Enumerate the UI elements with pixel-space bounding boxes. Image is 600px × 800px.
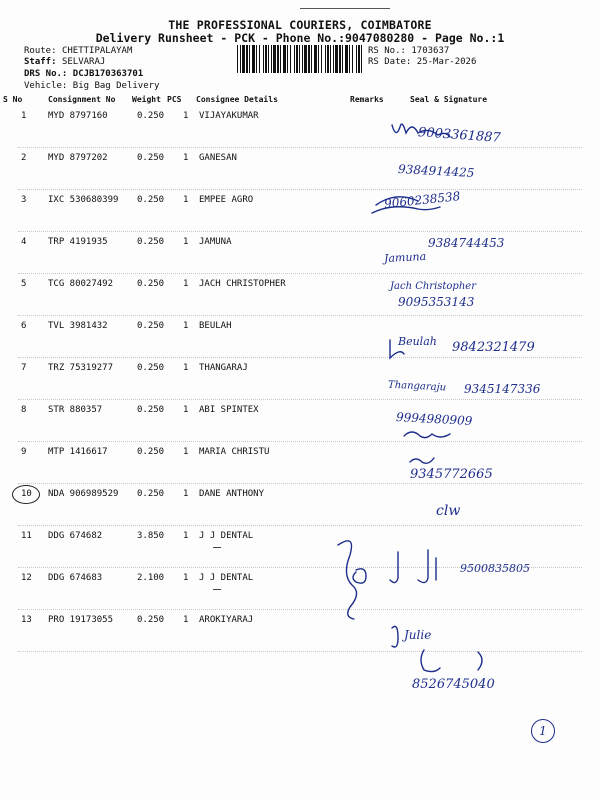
hw-name-4: Jamuna: [383, 249, 427, 266]
page-number-circle: 1: [531, 719, 555, 743]
staff-line: [24, 57, 105, 68]
rs-date-label: RS Date:: [368, 57, 412, 67]
row-consignment: MYD 8797160: [48, 111, 108, 121]
hw-phone-5: 9095353143: [398, 295, 475, 309]
row-sno: 8: [21, 405, 27, 415]
hw-phone-4: 9384744453: [428, 236, 505, 250]
row-consignee: MARIA CHRISTU: [199, 447, 270, 457]
row-weight: 0.250: [137, 153, 165, 163]
vehicle-line: [24, 81, 159, 92]
row-weight: 0.250: [137, 447, 165, 457]
row-pcs: 1: [183, 489, 189, 499]
row-10-circle-mark: [12, 485, 40, 504]
row-consignee: VIJAYAKUMAR: [199, 111, 259, 121]
drs-line: [24, 69, 143, 80]
row-weight: 0.250: [137, 237, 165, 247]
row-consignment: TRP 4191935: [48, 237, 108, 247]
table-row: [0, 442, 600, 484]
hw-phone-6: 9842321479: [452, 340, 535, 355]
hw-name-5: Jach Christopher: [390, 281, 476, 292]
row-consignee: ABI SPINTEX: [199, 405, 259, 415]
row-sno: 12: [21, 573, 32, 583]
col-consignment: Consignment No: [48, 95, 116, 104]
row-pcs: 1: [183, 615, 189, 625]
rs-no-value: 1703637: [411, 46, 450, 56]
row-consignment: TCG 80027492: [48, 279, 114, 289]
row-consignment: NDA 906989529: [48, 489, 119, 499]
row-weight: 0.250: [137, 279, 165, 289]
hw-phone-2: 9384914425: [397, 162, 475, 180]
row-divider: [18, 651, 582, 652]
table-row: [0, 610, 600, 652]
route-label: Route:: [24, 46, 57, 56]
row-consignee: JACH CHRISTOPHER: [199, 279, 286, 289]
col-remarks: Remarks: [350, 95, 384, 104]
drs-label: DRS No.:: [24, 69, 68, 79]
table-row: [0, 190, 600, 232]
row-consignee: JAMUNA: [199, 237, 232, 247]
row-pcs: 1: [183, 573, 189, 583]
col-pcs: PCS: [167, 95, 182, 104]
underline-mark: [213, 589, 221, 590]
table-row: [0, 484, 600, 526]
row-sno: 2: [21, 153, 27, 163]
row-consignment: MYD 8797202: [48, 153, 108, 163]
vehicle-label: Vehicle:: [24, 81, 68, 91]
row-sno: 9: [21, 447, 27, 457]
row-consignment: MTP 1416617: [48, 447, 108, 457]
rs-no-label: RS No.:: [368, 46, 406, 56]
hw-name-13: Julie: [404, 628, 432, 642]
row-consignment: STR 880357: [48, 405, 103, 415]
route-value: CHETTIPALAYAM: [61, 46, 133, 56]
row-pcs: 1: [183, 279, 189, 289]
row-consignee: GANESAN: [199, 153, 237, 163]
row-consignment: PRO 19173055: [48, 615, 114, 625]
hw-phone-3: 9060238538: [383, 189, 461, 211]
row-weight: 2.100: [137, 573, 165, 583]
row-weight: 0.250: [137, 111, 165, 121]
drs-value: DCJB170363701: [72, 69, 144, 79]
vehicle-value: Big Bag Delivery: [72, 81, 160, 91]
col-seal-signature: Seal & Signature: [410, 95, 488, 104]
col-sno: S No: [3, 95, 23, 104]
row-sno: 11: [21, 531, 32, 541]
hw-phone-7: 9345147336: [464, 382, 541, 396]
row-pcs: 1: [183, 405, 189, 415]
row-weight: 0.250: [137, 489, 165, 499]
table-row: [0, 400, 600, 442]
row-weight: 0.250: [137, 405, 165, 415]
underline-mark: [213, 547, 221, 548]
row-sno: 13: [21, 615, 32, 625]
col-consignee: Consignee Details: [196, 95, 278, 104]
row-consignee: J J DENTAL: [199, 573, 254, 583]
hw-phone-1: 9003361887: [417, 125, 502, 146]
row-consignment: DDG 674683: [48, 573, 103, 583]
row-pcs: 1: [183, 447, 189, 457]
row-weight: 0.250: [137, 195, 165, 205]
staff-label: Staff:: [24, 57, 57, 67]
row-pcs: 1: [183, 363, 189, 373]
route-line: [24, 46, 132, 57]
hw-name-6: Beulah: [398, 335, 437, 348]
row-consignee: AROKIYARAJ: [199, 615, 254, 625]
runsheet-title: Delivery Runsheet - PCK - Phone No.:9047080280 - Page No.:1: [95, 31, 505, 45]
rs-date-line: [368, 57, 476, 68]
col-weight: Weight: [132, 95, 161, 104]
barcode: [236, 45, 364, 73]
row-sno: 6: [21, 321, 27, 331]
row-weight: 0.250: [137, 321, 165, 331]
hw-phone-8: 9994980909: [395, 410, 473, 428]
hw-phone-13: 8526745040: [412, 677, 495, 692]
row-consignee: DANE ANTHONY: [199, 489, 265, 499]
top-rule: [300, 8, 390, 9]
table-row: [0, 274, 600, 316]
row-consignee: THANGARAJ: [199, 363, 248, 373]
row-sno: 5: [21, 279, 27, 289]
row-pcs: 1: [183, 531, 189, 541]
table-row: [0, 148, 600, 190]
rs-date-value: 25-Mar-2026: [416, 57, 477, 67]
row-pcs: 1: [183, 237, 189, 247]
row-weight: 0.250: [137, 363, 165, 373]
hw-name-7: Thangaraju: [387, 379, 447, 394]
table-row: [0, 232, 600, 274]
row-pcs: 1: [183, 195, 189, 205]
hw-phone-9: 9345772665: [410, 467, 493, 482]
row-consignee: J J DENTAL: [199, 531, 254, 541]
hw-phone-12: 9500835805: [460, 562, 530, 575]
company-title: THE PROFESSIONAL COURIERS, COIMBATORE: [168, 18, 432, 32]
row-consignment: TVL 3981432: [48, 321, 108, 331]
row-pcs: 1: [183, 321, 189, 331]
row-pcs: 1: [183, 153, 189, 163]
row-weight: 3.850: [137, 531, 165, 541]
row-consignment: TRZ 75319277: [48, 363, 114, 373]
staff-value: SELVARAJ: [61, 57, 106, 67]
rs-no-line: [368, 46, 449, 57]
row-consignee: EMPEE AGRO: [199, 195, 254, 205]
row-consignee: BEULAH: [199, 321, 232, 331]
hw-mark-10: clw: [436, 503, 461, 519]
row-sno: 1: [21, 111, 27, 121]
row-consignment: DDG 674682: [48, 531, 103, 541]
row-sno: 4: [21, 237, 27, 247]
row-pcs: 1: [183, 111, 189, 121]
row-sno: 3: [21, 195, 27, 205]
table-row: [0, 106, 600, 148]
row-weight: 0.250: [137, 615, 165, 625]
row-consignment: IXC 530680399: [48, 195, 119, 205]
row-sno: 10: [21, 489, 32, 499]
row-sno: 7: [21, 363, 27, 373]
